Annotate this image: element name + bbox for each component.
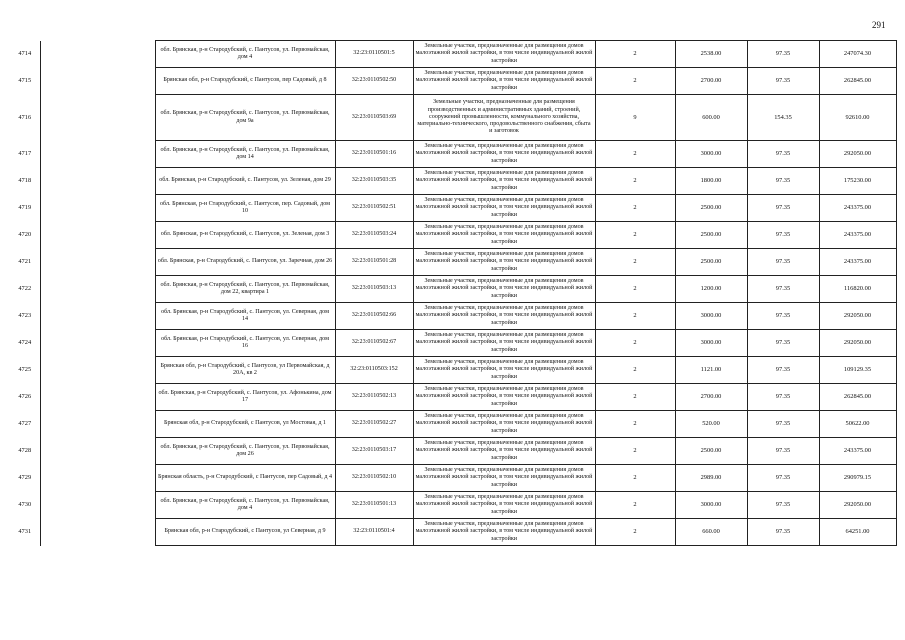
- cadastral-number-cell: 32:23:0110501:13: [335, 492, 413, 519]
- blank-cell: [40, 384, 155, 411]
- specific-value-cell: 97.35: [747, 357, 819, 384]
- specific-value-cell: 97.35: [747, 195, 819, 222]
- cadastral-value-cell: 243375.00: [819, 195, 896, 222]
- row-number-cell: 4714: [10, 41, 40, 68]
- group-cell: 2: [595, 330, 675, 357]
- address-cell: Брянская обл, р-н Стародубский, с Пантусов, ул Северная, д 9: [155, 519, 335, 546]
- area-cell: 3000.00: [675, 492, 747, 519]
- table-row: [10, 492, 896, 519]
- cadastral-value-cell: 292050.00: [819, 330, 896, 357]
- cadastral-value-cell: 247074.30: [819, 41, 896, 68]
- specific-value-cell: 97.35: [747, 519, 819, 546]
- table-row: [10, 438, 896, 465]
- cadastral-value-cell: 290979.15: [819, 465, 896, 492]
- cadastral-number-cell: 32:23:0110503:35: [335, 168, 413, 195]
- row-number-cell: 4716: [10, 95, 40, 141]
- blank-cell: [40, 141, 155, 168]
- table-row: [10, 95, 896, 141]
- cadastral-value-cell: 243375.00: [819, 249, 896, 276]
- cadastral-number-cell: 32:23:0110502:27: [335, 411, 413, 438]
- table-row: [10, 141, 896, 168]
- address-cell: обл. Брянская, р-н Стародубский, с. Пантусов, ул. Первомайская, дом 9а: [155, 95, 335, 141]
- area-cell: 2500.00: [675, 195, 747, 222]
- blank-cell: [40, 438, 155, 465]
- blank-cell: [40, 276, 155, 303]
- area-cell: 520.00: [675, 411, 747, 438]
- specific-value-cell: 97.35: [747, 465, 819, 492]
- row-number-cell: 4726: [10, 384, 40, 411]
- land-use-cell: Земельные участки, предназначенные для размещения домов малоэтажной жилой застройки, в том числе индивидуальной жилой застройки: [413, 141, 595, 168]
- blank-cell: [40, 41, 155, 68]
- area-cell: 1121.00: [675, 357, 747, 384]
- land-use-cell: Земельные участки, предназначенные для размещения домов малоэтажной жилой застройки, в том числе индивидуальной жилой застройки: [413, 411, 595, 438]
- blank-cell: [40, 303, 155, 330]
- land-use-cell: Земельные участки, предназначенные для размещения производственных и административных зданий, строений, сооружений промышленности, коммунального хозяйства, материально-технического, продовольственного снабжения, сбыта и заготовок: [413, 95, 595, 141]
- cadastral-value-cell: 109129.35: [819, 357, 896, 384]
- table-row: [10, 519, 896, 546]
- cadastral-number-cell: 32:23:0110502:13: [335, 384, 413, 411]
- cadastral-value-cell: 262845.00: [819, 68, 896, 95]
- blank-cell: [40, 330, 155, 357]
- land-use-cell: Земельные участки, предназначенные для размещения домов малоэтажной жилой застройки, в том числе индивидуальной жилой застройки: [413, 465, 595, 492]
- cadastral-number-cell: 32:23:0110501:4: [335, 519, 413, 546]
- address-cell: обл. Брянская, р-н Стародубский, с. Пантусов, ул. Первомайская, дом 26: [155, 438, 335, 465]
- address-cell: обл. Брянская, р-н Стародубский, с. Пантусов, ул. Заречная, дом 26: [155, 249, 335, 276]
- area-cell: 660.00: [675, 519, 747, 546]
- land-use-cell: Земельные участки, предназначенные для размещения домов малоэтажной жилой застройки, в том числе индивидуальной жилой застройки: [413, 68, 595, 95]
- row-number-cell: 4721: [10, 249, 40, 276]
- address-cell: Брянская обл, р-н Стародубский, с Пантусов, ул Мостовая, д 1: [155, 411, 335, 438]
- table-row: [10, 41, 896, 68]
- cadastral-value-cell: 175230.00: [819, 168, 896, 195]
- area-cell: 1200.00: [675, 276, 747, 303]
- blank-cell: [40, 222, 155, 249]
- specific-value-cell: 97.35: [747, 411, 819, 438]
- group-cell: 2: [595, 276, 675, 303]
- group-cell: 2: [595, 249, 675, 276]
- area-cell: 2538.00: [675, 41, 747, 68]
- area-cell: 2500.00: [675, 249, 747, 276]
- group-cell: 2: [595, 222, 675, 249]
- row-number-cell: 4731: [10, 519, 40, 546]
- cadastral-value-cell: 262845.00: [819, 384, 896, 411]
- area-cell: 2989.00: [675, 465, 747, 492]
- specific-value-cell: 97.35: [747, 222, 819, 249]
- cadastral-value-cell: 292050.00: [819, 492, 896, 519]
- table-row: [10, 222, 896, 249]
- address-cell: Брянская обл, р-н Стародубский, с Пантусов, пер Садовый, д 8: [155, 68, 335, 95]
- row-number-cell: 4720: [10, 222, 40, 249]
- cadastral-value-cell: 116820.00: [819, 276, 896, 303]
- specific-value-cell: 97.35: [747, 384, 819, 411]
- specific-value-cell: 97.35: [747, 330, 819, 357]
- cadastral-number-cell: 32:23:0110503:69: [335, 95, 413, 141]
- cadastral-value-cell: 64251.00: [819, 519, 896, 546]
- land-use-cell: Земельные участки, предназначенные для размещения домов малоэтажной жилой застройки, в том числе индивидуальной жилой застройки: [413, 384, 595, 411]
- cadastral-number-cell: 32:23:0110503:152: [335, 357, 413, 384]
- specific-value-cell: 97.35: [747, 438, 819, 465]
- address-cell: обл. Брянская, р-н Стародубский, с. Пантусов, ул. Зеленая, дом 3: [155, 222, 335, 249]
- group-cell: 2: [595, 384, 675, 411]
- group-cell: 9: [595, 95, 675, 141]
- area-cell: 600.00: [675, 95, 747, 141]
- land-use-cell: Земельные участки, предназначенные для размещения домов малоэтажной жилой застройки, в том числе индивидуальной жилой застройки: [413, 303, 595, 330]
- table-row: [10, 195, 896, 222]
- area-cell: 2700.00: [675, 384, 747, 411]
- address-cell: обл. Брянская, р-н Стародубский, с. Пантусов, ул. Зеленая, дом 29: [155, 168, 335, 195]
- specific-value-cell: 97.35: [747, 41, 819, 68]
- row-number-cell: 4722: [10, 276, 40, 303]
- cadastral-number-cell: 32:23:0110502:67: [335, 330, 413, 357]
- blank-cell: [40, 95, 155, 141]
- row-number-cell: 4715: [10, 68, 40, 95]
- cadastral-number-cell: 32:23:0110501:28: [335, 249, 413, 276]
- address-cell: обл. Брянская, р-н Стародубский, с. Пантусов, ул. Первомайская, дом 4: [155, 492, 335, 519]
- cadastral-number-cell: 32:23:0110502:51: [335, 195, 413, 222]
- blank-cell: [40, 492, 155, 519]
- area-cell: 2500.00: [675, 438, 747, 465]
- specific-value-cell: 97.35: [747, 492, 819, 519]
- specific-value-cell: 97.35: [747, 249, 819, 276]
- group-cell: 2: [595, 195, 675, 222]
- row-number-cell: 4725: [10, 357, 40, 384]
- land-use-cell: Земельные участки, предназначенные для размещения домов малоэтажной жилой застройки, в том числе индивидуальной жилой застройки: [413, 249, 595, 276]
- cadastral-value-cell: 243375.00: [819, 222, 896, 249]
- land-use-cell: Земельные участки, предназначенные для размещения домов малоэтажной жилой застройки, в том числе индивидуальной жилой застройки: [413, 195, 595, 222]
- address-cell: обл. Брянская, р-н Стародубский, с. Пантусов, ул. Северная, дом 14: [155, 303, 335, 330]
- cadastral-value-cell: 292050.00: [819, 303, 896, 330]
- cadastral-number-cell: 32:23:0110503:24: [335, 222, 413, 249]
- address-cell: обл. Брянская, р-н Стародубский, с. Пантусов, ул. Первомайская, дом 14: [155, 141, 335, 168]
- row-number-cell: 4727: [10, 411, 40, 438]
- land-use-cell: Земельные участки, предназначенные для размещения домов малоэтажной жилой застройки, в том числе индивидуальной жилой застройки: [413, 222, 595, 249]
- land-use-cell: Земельные участки, предназначенные для размещения домов малоэтажной жилой застройки, в том числе индивидуальной жилой застройки: [413, 357, 595, 384]
- blank-cell: [40, 519, 155, 546]
- blank-cell: [40, 411, 155, 438]
- area-cell: 2700.00: [675, 68, 747, 95]
- specific-value-cell: 97.35: [747, 168, 819, 195]
- blank-cell: [40, 68, 155, 95]
- cadastral-value-cell: 92610.00: [819, 95, 896, 141]
- area-cell: 3000.00: [675, 303, 747, 330]
- table-row: [10, 168, 896, 195]
- address-cell: Брянская область, р-н Стародубский, с Пантусов, пер Садовый, д 4: [155, 465, 335, 492]
- table-row: [10, 303, 896, 330]
- specific-value-cell: 97.35: [747, 68, 819, 95]
- land-use-cell: Земельные участки, предназначенные для размещения домов малоэтажной жилой застройки, в том числе индивидуальной жилой застройки: [413, 276, 595, 303]
- page-number: 291: [872, 20, 886, 30]
- table-body: [10, 41, 896, 546]
- specific-value-cell: 154.35: [747, 95, 819, 141]
- group-cell: 2: [595, 41, 675, 68]
- specific-value-cell: 97.35: [747, 276, 819, 303]
- area-cell: 2500.00: [675, 222, 747, 249]
- table-row: [10, 276, 896, 303]
- blank-cell: [40, 168, 155, 195]
- table-row: [10, 384, 896, 411]
- blank-cell: [40, 465, 155, 492]
- row-number-cell: 4719: [10, 195, 40, 222]
- cadastral-number-cell: 32:23:0110501:5: [335, 41, 413, 68]
- cadastral-number-cell: 32:23:0110501:16: [335, 141, 413, 168]
- blank-cell: [40, 357, 155, 384]
- group-cell: 2: [595, 168, 675, 195]
- land-use-cell: Земельные участки, предназначенные для размещения домов малоэтажной жилой застройки, в том числе индивидуальной жилой застройки: [413, 519, 595, 546]
- cadastral-number-cell: 32:23:0110503:13: [335, 276, 413, 303]
- address-cell: обл. Брянская, р-н Стародубский, с. Пантусов, пер. Садовый, дом 10: [155, 195, 335, 222]
- cadastral-value-cell: 50622.00: [819, 411, 896, 438]
- land-use-cell: Земельные участки, предназначенные для размещения домов малоэтажной жилой застройки, в том числе индивидуальной жилой застройки: [413, 492, 595, 519]
- area-cell: 3000.00: [675, 141, 747, 168]
- row-number-cell: 4723: [10, 303, 40, 330]
- land-use-cell: Земельные участки, предназначенные для размещения домов малоэтажной жилой застройки, в том числе индивидуальной жилой застройки: [413, 438, 595, 465]
- address-cell: обл. Брянская, р-н Стародубский, с. Пантусов, ул. Афонькина, дом 17: [155, 384, 335, 411]
- group-cell: 2: [595, 141, 675, 168]
- cadastral-number-cell: 32:23:0110503:17: [335, 438, 413, 465]
- cadastral-value-table: [10, 40, 897, 546]
- group-cell: 2: [595, 519, 675, 546]
- address-cell: обл. Брянская, р-н Стародубский, с. Пантусов, ул. Северная, дом 16: [155, 330, 335, 357]
- group-cell: 2: [595, 465, 675, 492]
- specific-value-cell: 97.35: [747, 141, 819, 168]
- group-cell: 2: [595, 68, 675, 95]
- row-number-cell: 4717: [10, 141, 40, 168]
- group-cell: 2: [595, 411, 675, 438]
- table-row: [10, 465, 896, 492]
- group-cell: 2: [595, 357, 675, 384]
- cadastral-number-cell: 32:23:0110502:50: [335, 68, 413, 95]
- group-cell: 2: [595, 303, 675, 330]
- table-row: [10, 357, 896, 384]
- row-number-cell: 4718: [10, 168, 40, 195]
- table-row: [10, 411, 896, 438]
- land-use-cell: Земельные участки, предназначенные для размещения домов малоэтажной жилой застройки, в том числе индивидуальной жилой застройки: [413, 330, 595, 357]
- cadastral-value-cell: 292050.00: [819, 141, 896, 168]
- row-number-cell: 4724: [10, 330, 40, 357]
- blank-cell: [40, 195, 155, 222]
- area-cell: 1800.00: [675, 168, 747, 195]
- blank-cell: [40, 249, 155, 276]
- table-row: [10, 68, 896, 95]
- area-cell: 3000.00: [675, 330, 747, 357]
- land-use-cell: Земельные участки, предназначенные для размещения домов малоэтажной жилой застройки, в том числе индивидуальной жилой застройки: [413, 168, 595, 195]
- row-number-cell: 4728: [10, 438, 40, 465]
- address-cell: обл. Брянская, р-н Стародубский, с. Пантусов, ул. Первомайская, дом 4: [155, 41, 335, 68]
- address-cell: обл. Брянская, р-н Стародубский, с. Пантусов, ул. Первомайская, дом 22, квартира 1: [155, 276, 335, 303]
- cadastral-number-cell: 32:23:0110502:10: [335, 465, 413, 492]
- land-use-cell: Земельные участки, предназначенные для размещения домов малоэтажной жилой застройки, в том числе индивидуальной жилой застройки: [413, 41, 595, 68]
- cadastral-number-cell: 32:23:0110502:66: [335, 303, 413, 330]
- group-cell: 2: [595, 492, 675, 519]
- table-row: [10, 249, 896, 276]
- group-cell: 2: [595, 438, 675, 465]
- address-cell: Брянская обл, р-н Стародубский, с Пантусов, ул Первомайская, д 20А, кв 2: [155, 357, 335, 384]
- table-row: [10, 330, 896, 357]
- row-number-cell: 4730: [10, 492, 40, 519]
- specific-value-cell: 97.35: [747, 303, 819, 330]
- row-number-cell: 4729: [10, 465, 40, 492]
- cadastral-value-cell: 243375.00: [819, 438, 896, 465]
